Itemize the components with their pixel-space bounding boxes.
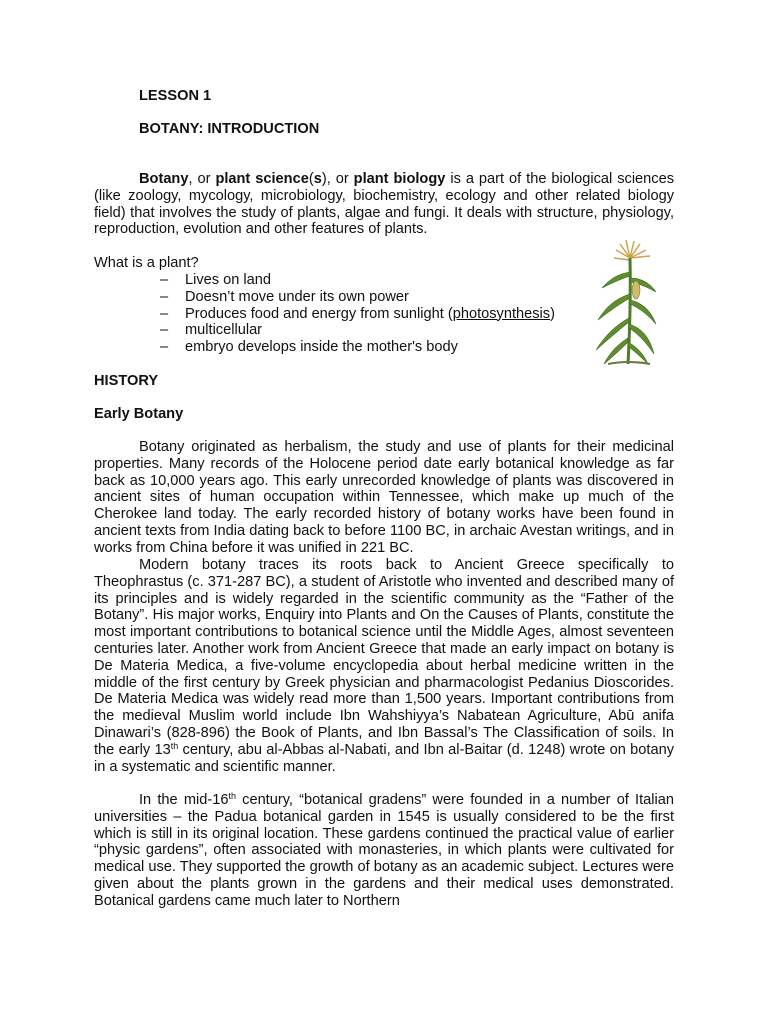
leaves bbox=[596, 272, 656, 364]
list-item: – embryo develops inside the mother's body bbox=[160, 339, 720, 356]
list-item: – Produces food and energy from sunlight (photosynthesis) bbox=[160, 306, 720, 323]
list-item: – multicellular bbox=[160, 322, 720, 339]
tassel bbox=[614, 240, 650, 260]
photosynthesis-link[interactable]: photosynthesis bbox=[452, 305, 551, 322]
corn-plant-illustration bbox=[590, 238, 660, 368]
lesson-label: LESSON 1 bbox=[139, 88, 212, 104]
history-heading: HISTORY bbox=[94, 373, 159, 389]
page-title: BOTANY: INTRODUCTION bbox=[139, 121, 320, 137]
term-plant-biology: plant biology bbox=[353, 171, 446, 187]
list-item: – Doesn’t move under its own power bbox=[160, 289, 720, 306]
intro-paragraph: Botany, or plant science(s), or plant biology is a part of the biological sciences (like zoology, mycology, microbiology, biochemistry, ecology and other related biology field) that involves the study of plants, algae and fungi. It deals with structure, physiology, reproduction, evolution and other features of plants. bbox=[94, 171, 675, 238]
paragraph-modern-botany: Modern botany traces its roots back to Ancient Greece specifically to Theophrastus (c. 371-287 BC), a student of Aristotle who invented and described many of its principles and is widely regarded in the scientific community as the “Father of the Botany”. His major works, Enquiry into Plants and On the Causes of Plants, constitute the most important contributions to botanical science until the Middle Ages, almost seventeen centuries later. Another work from Ancient Greece that made an early impact on botany is De Materia Medica, a five-volume encyclopedia about herbal medicine written in the middle of the first century by Greek physician and pharmacologist Pedanius Dioscorides. De Materia Medica was widely read more than 1,500 years. Important contributions from the medieval Muslim world include Ibn Wahshiyya’s Nabatean Agriculture, Abū anifa Dinawari’s (828-896) the Book of Plants, and Ibn Bassal’s The Classification of soils. In the early 13th century, abu al-Abbas al-Nabati, and Ibn al-Baitar (d. 1248) wrote on botany in a systematic and scientific manner. bbox=[94, 557, 674, 775]
plant-question: What is a plant? bbox=[94, 255, 199, 271]
list-item: – Lives on land bbox=[160, 272, 720, 289]
paragraph-early-botany: Botany originated as herbalism, the study and use of plants for their medicinal properties. Many records of the Holocene period date early botanical knowledge as far back as 10,000 years ago. This early unrecorded knowledge of plants was discovered in ancient sites of human occupation within Tennessee, which make up much of the Cherokee land today. The early recorded history of botany works have been found in ancient texts from India dating back to before 1100 BC, in archaic Avestan writings, and in works from China before it was unified in 221 BC. bbox=[94, 439, 674, 556]
early-botany-heading: Early Botany bbox=[94, 406, 184, 422]
corn-ear bbox=[632, 281, 640, 299]
term-plant-science: plant science bbox=[215, 171, 309, 187]
paragraph-botanical-gardens: In the mid-16th century, “botanical gradens” were founded in a number of Italian universities – the Padua botanical garden in 1545 is usually considered to be the first which is still in its original location. These gardens continued the practical value of earlier “physic gardens”, often associated with monasteries, in which plants were cultivated for medical use. They supported the growth of botany as an academic subject. Lectures were given about the plants grown in the gardens and their medical uses demonstrated. Botanical gardens came much later to Northern bbox=[94, 791, 674, 909]
term-botany: Botany bbox=[139, 171, 189, 187]
